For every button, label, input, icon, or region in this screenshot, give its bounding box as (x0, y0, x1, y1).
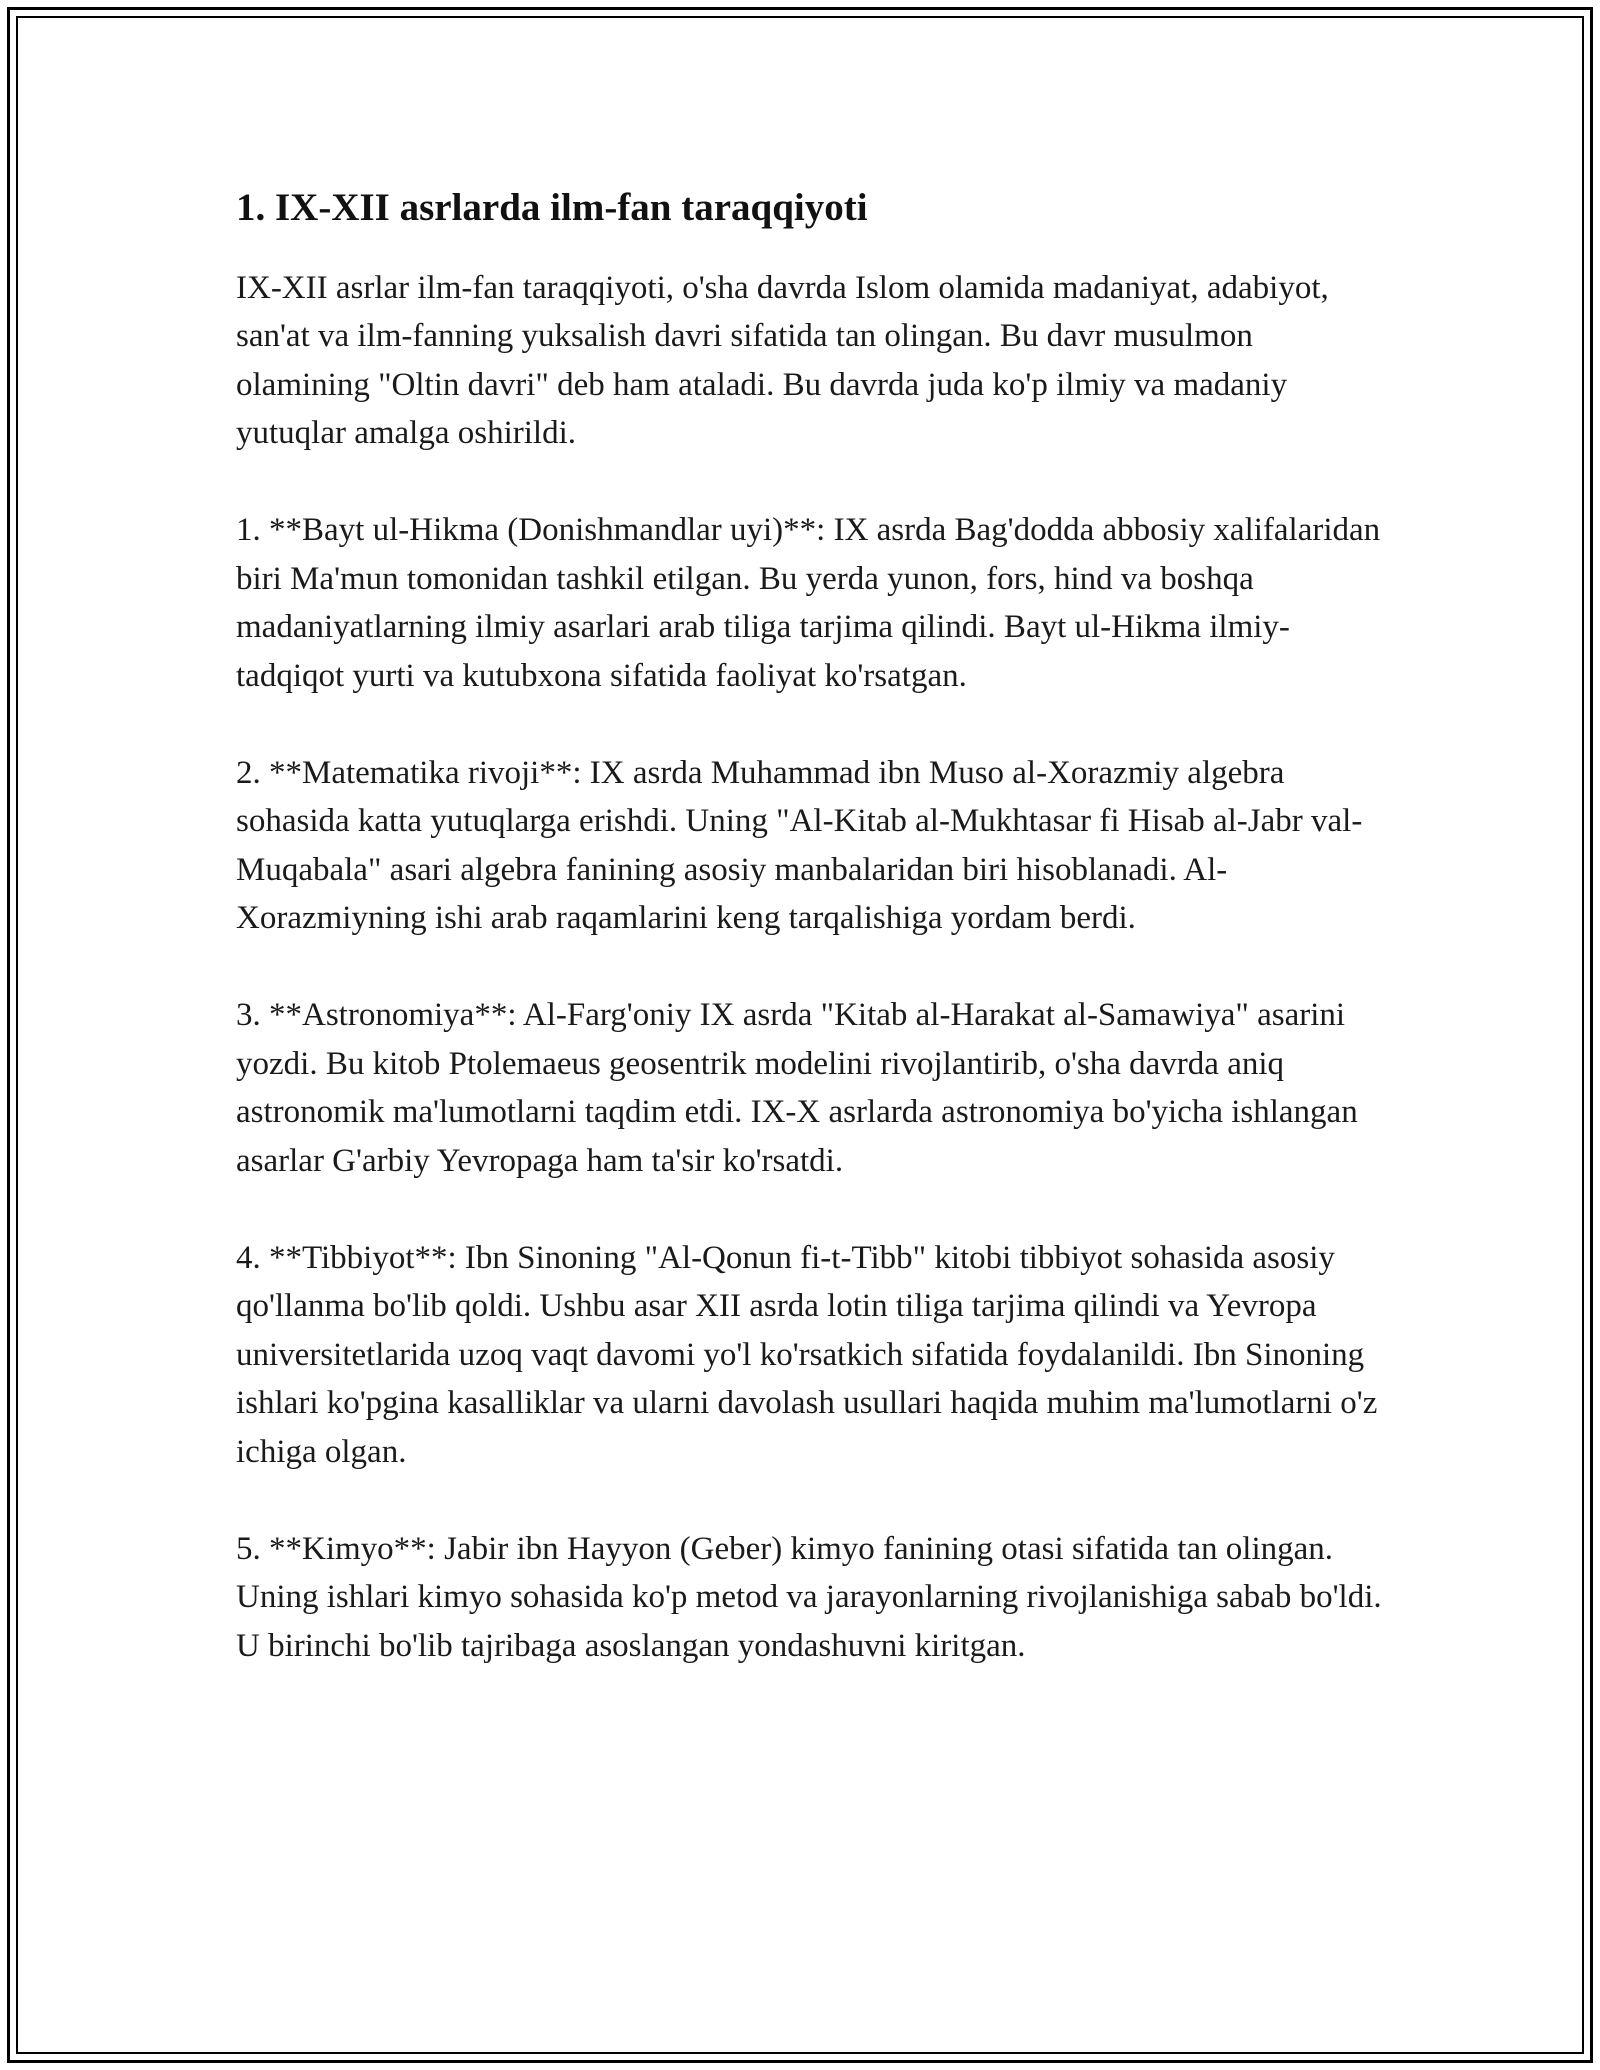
paragraph-astronomiya: 3. **Astronomiya**: Al-Farg'oniy IX asrda "Kitab al-Harakat al-Samawiya" asarini yozdi. Bu kitob Ptolemaeus geosentrik modelini rivojlantirib, o'sha davrda aniq astronomik ma'lumotlarni taqdim etdi. IX-X asrlarda astronomiya bo'yicha ishlangan asarlar G'arbiy Yevropaga ham ta'sir ko'rsatdi. (236, 997, 1358, 1179)
paragraph-matematika: 2. **Matematika rivoji**: IX asrda Muhammad ibn Muso al-Xorazmiy algebra sohasida katta yutuqlarga erishdi. Uning "Al-Kitab al-Mukhtasar fi Hisab al-Jabr val-Muqabala" asari algebra fanining asosiy manbalaridan biri hisoblanadi. Al-Xorazmiyning ishi arab raqamlarini keng tarqalishiga yordam berdi. (236, 754, 1363, 937)
document-title: 1. IX-XII asrlarda ilm-fan taraqqiyoti (236, 186, 868, 229)
paragraph-kimyo: 5. **Kimyo**: Jabir ibn Hayyon (Geber) kimyo fanining otasi sifatida tan olingan. Uning ishlari kimyo sohasida ko'p metod va jarayonlarning rivojlanishiga sabab bo'ldi. U birinchi bo'lib tajribaga asoslangan yondashuvni kiritgan. (236, 1530, 1382, 1664)
paragraph-bayt-ul-hikma: 1. **Bayt ul-Hikma (Donishmandlar uyi)**: IX asrda Bag'dodda abbosiy xalifalaridan biri Ma'mun tomonidan tashkil etilgan. Bu yerda yunon, fors, hind va boshqa madaniyatlarning ilmiy asarlari arab tiliga tarjima qilindi. Bayt ul-Hikma ilmiy-tadqiqot yurti va kutubxona sifatida faoliyat ko'rsatgan. (236, 512, 1381, 694)
intro-paragraph: IX-XII asrlar ilm-fan taraqqiyoti, o'sha davrda Islom olamida madaniyat, adabiyot, san'at va ilm-fanning yuksalish davri sifatida tan olingan. Bu davr musulmon olamining "Oltin davri" deb ham ataladi. Bu davrda juda ko'p ilmiy va madaniy yutuqlar amalga oshirildi. (236, 269, 1329, 452)
document-body (236, 185, 1386, 1719)
paragraph-tibbiyot: 4. **Tibbiyot**: Ibn Sinoning "Al-Qonun fi-t-Tibb" kitobi tibbiyot sohasida asosiy qo'llanma bo'lib qoldi. Ushbu asar XII asrda lotin tiliga tarjima qilindi va Yevropa universitetlarida uzoq vaqt davomi yo'l ko'rsatkich sifatida foydalanildi. Ibn Sinoning ishlari ko'pgina kasalliklar va ularni davolash usullari haqida muhim ma'lumotlarni o'z ichiga olgan. (236, 1239, 1378, 1470)
